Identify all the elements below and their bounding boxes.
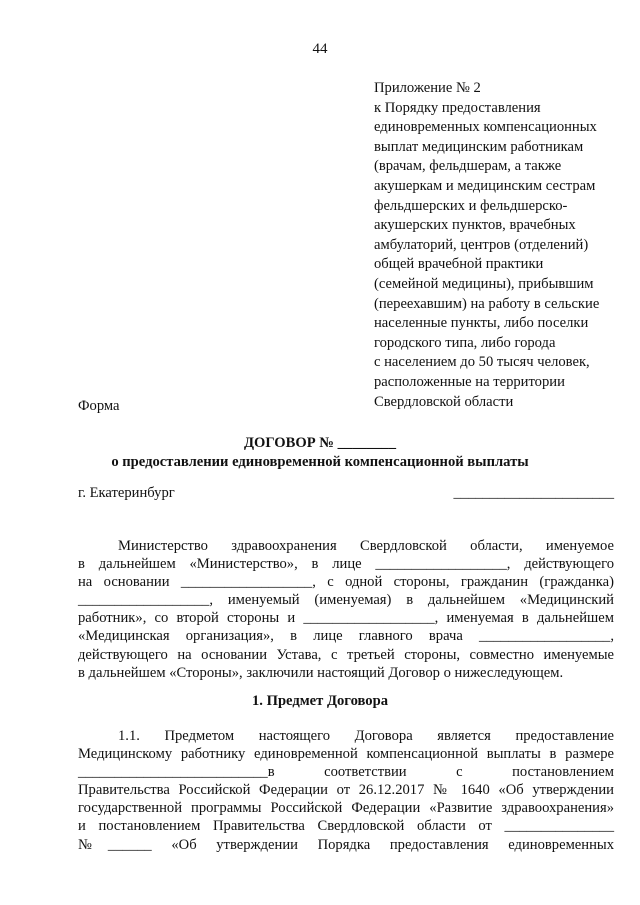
paragraph-line: __________________________в соответствии с постановлением [78, 764, 614, 781]
appendix-line: (переехавшим) на работу в сельские [374, 295, 600, 312]
paragraph-line: государственной программы Российской Федерации «Развитие здравоохранения» [78, 800, 614, 817]
paragraph-line: и постановлением Правительства Свердловской области от _______________ [78, 818, 614, 835]
appendix-line: единовременных компенсационных [374, 119, 597, 136]
document-title [0, 434, 640, 472]
paragraph-line: __________________, именуемый (именуемая) в дальнейшем «Медицинский [78, 592, 614, 609]
appendix-line: Свердловской области [374, 393, 514, 410]
paragraph-line: «Медицинская организация», в лице главного врача __________________, [78, 628, 614, 645]
appendix-line: расположенные на территории [374, 373, 565, 390]
appendix-line: Приложение № 2 [374, 80, 481, 96]
page-number: 44 [312, 41, 328, 57]
contract-number-heading: ДОГОВОР № ________ [243, 435, 396, 451]
city-label: г. Екатеринбург [78, 485, 175, 501]
paragraph-line: Правительства Российской Федерации от 26.12.2017 № 1640 «Об утверждении [78, 782, 614, 799]
appendix-line: к Порядку предоставления [374, 99, 541, 116]
appendix-line: населенные пункты, либо поселки [374, 315, 589, 332]
contract-subject-heading: о предоставлении единовременной компенсационной выплаты [111, 454, 529, 470]
subject-paragraph [78, 727, 614, 854]
appendix-line: амбулаторий, центров (отделений) [374, 236, 589, 253]
appendix-header [374, 79, 624, 412]
date-blank: ______________________ [453, 485, 614, 501]
appendix-line: общей врачебной практики [374, 256, 544, 273]
appendix-line: (врачам, фельдшерам, а также [374, 158, 562, 175]
appendix-line: акушерских пунктов, врачебных [374, 217, 576, 234]
paragraph-line: работник», со второй стороны и __________________, именуемая в дальнейшем [78, 610, 614, 627]
paragraph-line: действующего на основании Устава, с третьей стороны, совместно именуемые [78, 646, 614, 663]
appendix-line: городского типа, либо города [374, 334, 556, 351]
paragraph-line: 1.1. Предметом настоящего Договора является предоставление [118, 728, 614, 744]
form-label: Форма [78, 398, 120, 414]
paragraph-line: №______ «Об утверждении Порядка предоставления единовременных [78, 836, 614, 853]
paragraph-line: в дальнейшем «Министерство», в лице __________________, действующего [78, 556, 614, 573]
paragraph-line: на основании __________________, с одной стороны, гражданин (гражданка) [78, 574, 614, 591]
section-title: 1. Предмет Договора [252, 693, 388, 709]
parties-paragraph [78, 537, 614, 682]
appendix-line: выплат медицинским работникам [374, 138, 584, 155]
appendix-line: фельдшерских и фельдшерско- [374, 197, 568, 214]
appendix-line: акушеркам и медицинским сестрам [374, 177, 596, 194]
paragraph-line: Министерство здравоохранения Свердловской области, именуемое [118, 538, 614, 554]
paragraph-line: в дальнейшем «Стороны», заключили настоящий Договор о нижеследующем. [78, 664, 564, 681]
appendix-line: (семейной медицины), прибывшим [374, 275, 594, 292]
appendix-line: с населением до 50 тысяч человек, [374, 354, 590, 371]
paragraph-line: Медицинскому работнику единовременной компенсационной выплаты в размере [78, 746, 614, 763]
